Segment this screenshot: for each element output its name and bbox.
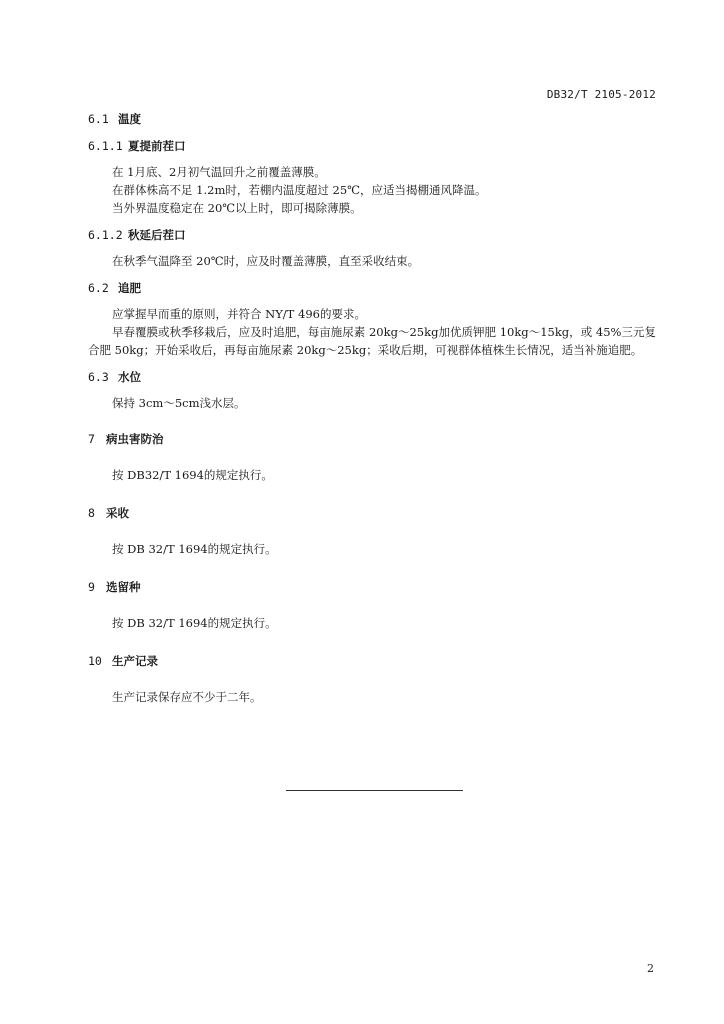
heading-number: 6.1.2: [88, 228, 123, 242]
heading-number: 6.2: [88, 281, 109, 295]
heading-8: [88, 504, 656, 522]
heading-number: 10: [88, 654, 102, 668]
heading-number: 6.1.1: [88, 139, 123, 153]
document-body: [88, 110, 656, 706]
heading-7: [88, 430, 656, 448]
paragraph: 在群体株高不足 1.2m时，若棚内温度超过 25℃，应适当揭棚通风降温。: [112, 183, 487, 197]
paragraph: 按 DB 32/T 1694的规定执行。: [112, 542, 277, 556]
heading-number: 6.3: [88, 370, 109, 384]
heading-6-1: [88, 110, 656, 128]
paragraph: 应掌握早而重的原则，并符合 NY/T 496的要求。: [112, 307, 366, 321]
paragraph: 保持 3cm～5cm浅水层。: [112, 396, 246, 410]
paragraph: 早春覆膜或秋季移栽后，应及时追肥，每亩施尿素 20kg～25kg加优质钾肥 10kg～15kg，或 45%三元复合肥 50kg；开始采收后，再每亩施尿素 20kg～25kg；采收后期，可视群体植株生长情况，适当补施追肥。: [88, 325, 656, 357]
heading-number: 8: [88, 506, 95, 520]
paragraph: 按 DB32/T 1694的规定执行。: [112, 468, 273, 482]
paragraph: 在 1月底、2月初气温回升之前覆盖薄膜。: [112, 165, 326, 179]
heading-title: 追肥: [118, 281, 141, 295]
heading-number: 9: [88, 580, 95, 594]
paragraph: 当外界温度稳定在 20℃以上时，即可揭除薄膜。: [112, 201, 362, 215]
heading-title: 秋延后茬口: [128, 228, 186, 242]
heading-6-1-2: [88, 226, 656, 244]
heading-6-3: [88, 368, 656, 386]
page-number: 2: [647, 962, 654, 975]
heading-title: 采收: [106, 506, 129, 520]
document-code: DB32/T 2105-2012: [546, 88, 656, 101]
paragraph: 生产记录保存应不少于二年。: [112, 690, 262, 704]
heading-10: [88, 652, 656, 670]
heading-6-1-1: [88, 137, 656, 155]
heading-6-2: [88, 279, 656, 297]
heading-number: 7: [88, 432, 95, 446]
heading-title: 温度: [118, 112, 141, 126]
heading-number: 6.1: [88, 112, 109, 126]
end-rule: [286, 790, 463, 791]
heading-title: 病虫害防治: [106, 432, 164, 446]
heading-9: [88, 578, 656, 596]
heading-title: 水位: [118, 370, 141, 384]
paragraph: 在秋季气温降至 20℃时，应及时覆盖薄膜，直至采收结束。: [112, 254, 420, 268]
paragraph: 按 DB 32/T 1694的规定执行。: [112, 616, 277, 630]
heading-title: 夏提前茬口: [128, 139, 186, 153]
heading-title: 生产记录: [112, 654, 158, 668]
heading-title: 选留种: [106, 580, 141, 594]
